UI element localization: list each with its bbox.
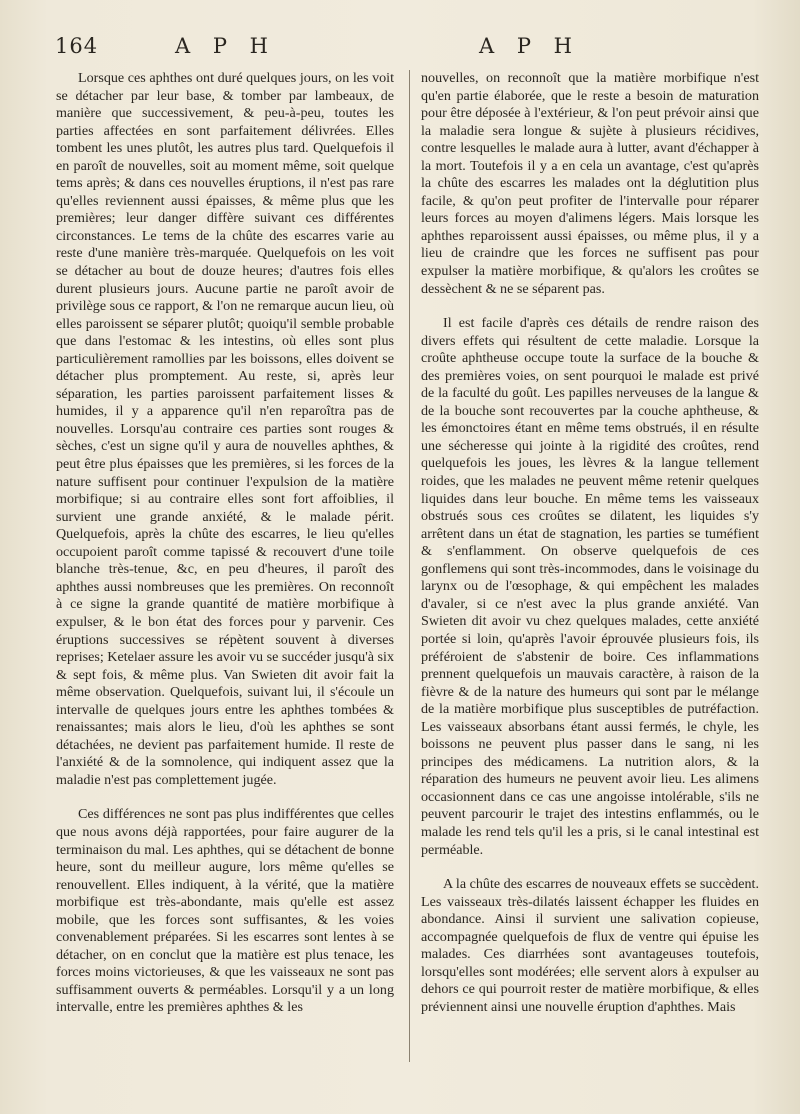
running-head-left: A P H <box>175 34 276 58</box>
paragraph: A la chûte des escarres de nouveaux effets se succèdent. Les vaisseaux très-dilatés laissent échapper les fluides en abondance. Ainsi il survient une salivation copieuse, accompagnée quelquefois de flux de ventre qui épuise les malades. Ces diarrhées sont avantageuses toutefois, lorsqu'elles sont modérées; elle servent alors à expulser au dehors ce qui pourroit rester de matière morbifique, & elles préviennent ainsi une nouvelle éruption d'aphthes. Mais <box>421 876 759 1015</box>
page-header <box>55 32 760 62</box>
left-column <box>56 70 394 1017</box>
right-column <box>421 70 759 1016</box>
paragraph: nouvelles, on reconnoît que la matière morbifique n'est qu'en partie élaborée, que le reste a besoin de maturation pour être déposée à l'extérieur, & l'on peut prévoir ainsi que la maladie sera longue & sujète à plusieurs récidives, contre lesquelles le malade aura à lutter, avant d'échapper à la mort. Toutefois il y a en cela un avantage, c'est qu'après la chûte des escarres les malades ont la déglutition plus facile, & qu'on peut profiter de l'intervalle pour réparer leurs forces au moyen d'alimens légers. Mais lorsque les aphthes reparoissent aussi épaisses, ou même plus, il y a lieu de craindre que les forces ne suffisent pas pour expulser la matière morbifique, & qu'alors les croûtes se dessèchent & ne se séparent pas. <box>421 70 759 297</box>
paragraph: Ces différences ne sont pas plus indifférentes que celles que nous avons déjà rapportées, pour faire augurer de la terminaison du mal. Les aphthes, qui se détachent de bonne heure, sont du meilleur augure, lors même qu'elles se renouvellent. Elles indiquent, à la vérité, que la matière morbifique est très-abondante, mais qu'elle est assez mobile, que les forces sont suffisantes, & les voies convenablement préparées. Si les escarres sont lentes à se détacher, on en conclut que la matière est plus tenace, les forces moins victorieuses, & que les vaisseaux ne sont pas suffisamment ouverts & perméables. Lorsqu'il y a un long intervalle, entre les premières aphthes & les <box>56 806 394 1016</box>
column-divider <box>409 70 410 1062</box>
paragraph: Il est facile d'après ces détails de rendre raison des divers effets qui résultent de cette maladie. Lorsque la croûte aphtheuse occupe toute la surface de la bouche & des premières voies, on sent pourquoi le malade est privé de la faculté du goût. Les papilles nerveuses de la langue & de la bouche sont recouvertes par la couche aphtheuse, & les émonctoires étant en même tems obstrués, il en résulte une sécheresse qui jointe à la rigidité des croûtes, rend quelquefois les joues, les lèvres & la langue tellement roides, que les malades ne peuvent même retenir quelques liquides dans leur bouche. En même tems les vaisseaux obstrués sous ces croûtes se dilatent, les liquides s'y arrêtent dans un état de stagnation, les parties se tuméfient & s'enflamment. On observe quelquefois de ces gonflemens qui sont très-incommodes, dans le voisinage du larynx ou de l'œsophage, & qui empêchent les malades d'avaler, si ce n'est avec la plus grande anxiété. Van Swieten dit avoir vu chez quelques malades, cette anxiété portée si loin, qu'après l'avoir éprouvée plusieurs fois, ils préféroient de s'abstenir de boire. Ces inflammations prennent quelquefois un mauvais caractère, à raison de la fièvre & de la nature des humeurs qui sont par le mélange de la matière morbifique plus susceptibles de putréfaction. Les vaisseaux absorbans étant aussi fermés, le chyle, les boissons ne peuvent plus passer dans le sang, ni les principes des médicamens. La nutrition alors, & la réparation des humeurs ne peuvent avoir lieu. Les alimens occasionnent dans ce cas une angoisse intolérable, s'ils ne peuvent parcourir le trajet des intestins enflammés, ou le malade les rend tels qu'il les a pris, si le canal intestinal est perméable. <box>421 315 759 858</box>
page-number: 164 <box>55 34 99 58</box>
running-head-right: A P H <box>479 34 580 58</box>
paragraph: Lorsque ces aphthes ont duré quelques jours, on les voit se détacher par leur base, & tomber par lambeaux, de manière que successivement, & peu-à-peu, toutes les parties affectées en sont parfaitement délivrées. Elles tombent les unes plutôt, les autres plus tard. Quelquefois il en paroît de nouvelles, soit au moment même, soit quelque tems après; & dans ces nouvelles éruptions, il n'est pas rare qu'elles reviennent aussi épaisses, & même plus que les premières; leur danger diffère suivant ces différentes circonstances. Le tems de la chûte des escarres varie au reste d'une manière très-marquée. Quelquefois on les voit se détacher au bout de douze heures; d'autres fois elles durent plusieurs jours. Aucune partie ne paroît avoir de privilège sous ce rapport, & l'on ne remarque aucun lieu, où elles paroissent se séparer plutôt; quoiqu'il semble probable que dans l'estomac & les intestins, où elles sont plus particulièrement ramollies par les boissons, elles doivent se détacher plus promptement. Au reste, si, après leur séparation, les parties paroissent parfaitement lisses & humides, il y a apparence qu'il n'en reparoîtra pas de nouvelles. Lorsqu'au contraire ces parties sont rouges & sèches, c'est un signe qu'il y aura de nouvelles aphthes, & peut être plus épaisses que les premières, si les forces de la nature suffisent pour continuer l'expulsion de la matière morbifique; si au contraire elles sont fort affoiblies, il survient une grande anxiété, & le malade périt. Quelquefois, après la chûte des escarres, le lieu qu'elles occupoient paroît comme tapissé & recouvert d'une toile blanche très-tenue, &c, en peu d'heures, il paroît des aphthes aussi nombreuses que les premières. On reconnoît à ce signe la grande quantité de matière morbifique à expulser, & le bon état des forces pour y parvenir. Ces éruptions successives se répètent souvent à diverses reprises; Ketelaer assure les avoir vu se succéder jusqu'à six & sept fois, & même plus. Van Swieten dit avoir fait la même observation. Quelquefois, suivant lui, il s'écoule un intervalle de quelques jours entre les aphthes tombées & renaissantes; mais alors le lieu, d'où les aphthes se sont détachées, ne devient pas parfaitement humide. Il reste de l'anxiété & de la somnolence, qui indiquent assez que la maladie n'est pas complettement jugée. <box>56 70 394 788</box>
